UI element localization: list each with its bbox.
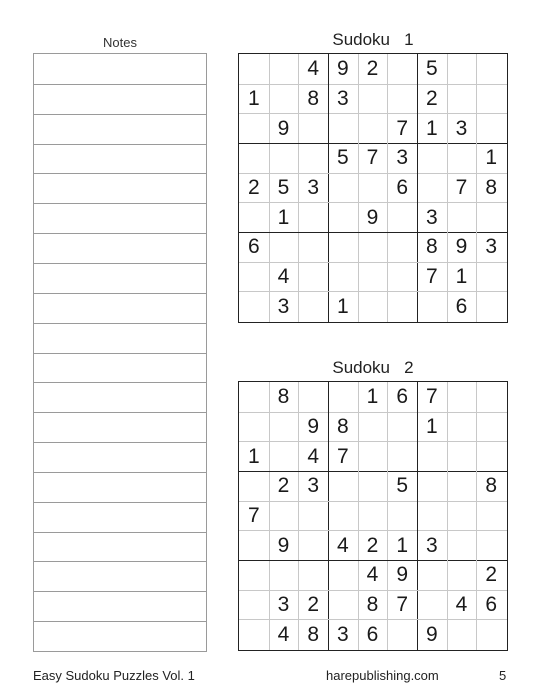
sudoku-cell: 5 bbox=[336, 146, 349, 170]
sudoku-cell bbox=[476, 84, 506, 114]
sudoku-cell bbox=[328, 262, 358, 292]
sudoku-cell bbox=[447, 143, 477, 173]
sudoku-cell: 7 bbox=[247, 503, 260, 527]
sudoku-cell bbox=[358, 84, 388, 114]
sudoku-cell bbox=[417, 173, 447, 203]
sudoku-cell bbox=[328, 560, 358, 590]
footer-book-title: Easy Sudoku Puzzles Vol. 1 bbox=[33, 668, 195, 683]
sudoku-cell: 1 bbox=[425, 116, 438, 140]
sudoku-cell bbox=[328, 173, 358, 203]
sudoku-cell bbox=[476, 412, 506, 442]
sudoku-cell bbox=[387, 232, 417, 262]
sudoku-cell: 5 bbox=[277, 175, 290, 199]
sudoku-cell bbox=[358, 232, 388, 262]
notes-line bbox=[34, 203, 206, 204]
sudoku-cell: 9 bbox=[425, 622, 438, 646]
sudoku-cell bbox=[298, 202, 328, 232]
sudoku-cell bbox=[476, 113, 506, 143]
sudoku-cell bbox=[239, 382, 269, 412]
sudoku-cell bbox=[298, 232, 328, 262]
notes-line bbox=[34, 323, 206, 324]
sudoku-cell: 3 bbox=[307, 474, 319, 498]
sudoku-cell bbox=[298, 560, 328, 590]
sudoku-cell: 3 bbox=[396, 146, 408, 170]
sudoku-cell: 2 bbox=[277, 474, 290, 498]
sudoku-cell: 1 bbox=[366, 385, 379, 409]
sudoku-cell bbox=[447, 560, 477, 590]
sudoku-cell bbox=[239, 560, 269, 590]
sudoku-cell: 3 bbox=[277, 294, 290, 318]
sudoku-cell: 2 bbox=[247, 175, 260, 199]
sudoku-cell bbox=[417, 590, 447, 620]
sudoku-cell: 6 bbox=[485, 592, 497, 616]
sudoku-cell: 7 bbox=[396, 592, 408, 616]
sudoku-1-grid bbox=[238, 53, 508, 323]
sudoku-cell bbox=[298, 143, 328, 173]
sudoku-cell bbox=[476, 202, 506, 232]
sudoku-cell: 8 bbox=[307, 622, 319, 646]
sudoku-cell bbox=[328, 232, 358, 262]
sudoku-cell bbox=[447, 530, 477, 560]
sudoku-cell bbox=[239, 291, 269, 321]
sudoku-2-title: Sudoku 2 bbox=[332, 358, 414, 377]
sudoku-cell: 4 bbox=[336, 533, 349, 557]
sudoku-cell bbox=[328, 590, 358, 620]
sudoku-cell: 1 bbox=[396, 533, 408, 557]
footer-page-number: 5 bbox=[499, 668, 507, 683]
sudoku-cell: 2 bbox=[366, 533, 379, 557]
sudoku-cell bbox=[387, 54, 417, 84]
sudoku-cell bbox=[476, 530, 506, 560]
sudoku-cell: 3 bbox=[485, 235, 497, 259]
sudoku-cell bbox=[476, 501, 506, 531]
notes-title: Notes bbox=[103, 35, 137, 50]
sudoku-cell: 6 bbox=[396, 385, 408, 409]
sudoku-cell: 6 bbox=[247, 235, 260, 259]
notes-line bbox=[34, 532, 206, 533]
sudoku-cell bbox=[417, 143, 447, 173]
sudoku-cell bbox=[447, 84, 477, 114]
sudoku-cell bbox=[328, 471, 358, 501]
sudoku-cell bbox=[269, 501, 299, 531]
notes-line bbox=[34, 114, 206, 115]
sudoku-1-title: Sudoku 1 bbox=[332, 30, 414, 49]
sudoku-cell: 7 bbox=[425, 264, 438, 288]
sudoku-cell bbox=[417, 560, 447, 590]
sudoku-cell bbox=[239, 202, 269, 232]
sudoku-cell: 8 bbox=[485, 474, 497, 498]
sudoku-cell: 3 bbox=[336, 622, 349, 646]
sudoku-cell bbox=[387, 501, 417, 531]
sudoku-cell bbox=[447, 441, 477, 471]
notes-line bbox=[34, 233, 206, 234]
sudoku-cell: 1 bbox=[425, 414, 438, 438]
sudoku-cell bbox=[269, 232, 299, 262]
sudoku-cell: 9 bbox=[366, 205, 379, 229]
sudoku-cell bbox=[417, 441, 447, 471]
sudoku-cell bbox=[239, 113, 269, 143]
sudoku-cell: 3 bbox=[277, 592, 290, 616]
sudoku-cell bbox=[298, 291, 328, 321]
sudoku-cell bbox=[269, 54, 299, 84]
sudoku-cell bbox=[387, 84, 417, 114]
sudoku-cell bbox=[476, 54, 506, 84]
notes-line bbox=[34, 561, 206, 562]
sudoku-cell bbox=[298, 382, 328, 412]
sudoku-cell bbox=[387, 202, 417, 232]
notes-line bbox=[34, 353, 206, 354]
sudoku-cell bbox=[387, 262, 417, 292]
sudoku-cell: 3 bbox=[425, 533, 438, 557]
sudoku-cell bbox=[417, 501, 447, 531]
sudoku-cell: 6 bbox=[366, 622, 379, 646]
sudoku-cell bbox=[417, 471, 447, 501]
sudoku-cell bbox=[447, 412, 477, 442]
sudoku-cell bbox=[476, 262, 506, 292]
sudoku-cell: 3 bbox=[455, 116, 468, 140]
sudoku-cell: 4 bbox=[366, 563, 379, 587]
sudoku-cell: 9 bbox=[307, 414, 319, 438]
notes-line bbox=[34, 293, 206, 294]
sudoku-cell bbox=[358, 471, 388, 501]
sudoku-cell bbox=[447, 382, 477, 412]
sudoku-cell: 3 bbox=[307, 175, 319, 199]
sudoku-cell: 7 bbox=[396, 116, 408, 140]
sudoku-cell bbox=[298, 501, 328, 531]
sudoku-cell: 5 bbox=[425, 57, 438, 81]
sudoku-cell bbox=[298, 262, 328, 292]
sudoku-cell bbox=[387, 291, 417, 321]
sudoku-cell bbox=[269, 84, 299, 114]
sudoku-cell: 2 bbox=[366, 57, 379, 81]
sudoku-cell: 7 bbox=[425, 385, 438, 409]
sudoku-cell bbox=[447, 471, 477, 501]
notes-line bbox=[34, 621, 206, 622]
sudoku-cell: 1 bbox=[247, 86, 260, 110]
sudoku-cell bbox=[328, 382, 358, 412]
sudoku-cell: 9 bbox=[396, 563, 408, 587]
sudoku-cell: 6 bbox=[396, 175, 408, 199]
sudoku-cell: 8 bbox=[336, 414, 349, 438]
sudoku-cell: 8 bbox=[485, 175, 497, 199]
sudoku-cell bbox=[476, 291, 506, 321]
sudoku-cell bbox=[269, 412, 299, 442]
sudoku-cell: 8 bbox=[307, 86, 319, 110]
sudoku-cell: 2 bbox=[307, 592, 319, 616]
footer-website: harepublishing.com bbox=[326, 668, 439, 683]
sudoku-cell bbox=[358, 412, 388, 442]
notes-line bbox=[34, 263, 206, 264]
sudoku-cell: 9 bbox=[277, 116, 290, 140]
sudoku-cell: 3 bbox=[425, 205, 438, 229]
sudoku-cell: 8 bbox=[425, 235, 438, 259]
sudoku-cell bbox=[239, 471, 269, 501]
sudoku-cell bbox=[328, 501, 358, 531]
sudoku-cell: 5 bbox=[396, 474, 408, 498]
sudoku-cell: 8 bbox=[366, 592, 379, 616]
sudoku-cell: 9 bbox=[277, 533, 290, 557]
sudoku-cell bbox=[476, 441, 506, 471]
sudoku-cell bbox=[358, 441, 388, 471]
sudoku-cell: 3 bbox=[336, 86, 349, 110]
sudoku-cell bbox=[239, 590, 269, 620]
sudoku-cell: 7 bbox=[336, 444, 349, 468]
sudoku-cell: 1 bbox=[247, 444, 260, 468]
sudoku-cell: 2 bbox=[485, 563, 497, 587]
sudoku-cell bbox=[387, 441, 417, 471]
sudoku-cell bbox=[239, 619, 269, 649]
notes-line bbox=[34, 502, 206, 503]
sudoku-cell: 4 bbox=[277, 264, 290, 288]
sudoku-cell bbox=[476, 619, 506, 649]
sudoku-cell bbox=[239, 530, 269, 560]
notes-line bbox=[34, 472, 206, 473]
sudoku-cell: 9 bbox=[455, 235, 468, 259]
notes-line bbox=[34, 412, 206, 413]
sudoku-cell: 7 bbox=[366, 146, 379, 170]
sudoku-cell: 8 bbox=[277, 385, 290, 409]
notes-line bbox=[34, 591, 206, 592]
sudoku-cell bbox=[239, 412, 269, 442]
sudoku-cell: 1 bbox=[336, 294, 349, 318]
notes-line bbox=[34, 84, 206, 85]
sudoku-cell: 1 bbox=[455, 264, 468, 288]
sudoku-cell: 4 bbox=[307, 57, 319, 81]
notes-box bbox=[33, 53, 207, 652]
sudoku-cell bbox=[447, 202, 477, 232]
notes-line bbox=[34, 173, 206, 174]
sudoku-cell: 1 bbox=[277, 205, 290, 229]
sudoku-cell bbox=[269, 441, 299, 471]
sudoku-cell: 4 bbox=[455, 592, 468, 616]
sudoku-cell bbox=[298, 530, 328, 560]
sudoku-cell bbox=[269, 143, 299, 173]
sudoku-cell bbox=[358, 262, 388, 292]
sudoku-cell bbox=[358, 291, 388, 321]
sudoku-cell bbox=[328, 113, 358, 143]
notes-line bbox=[34, 382, 206, 383]
sudoku-cell bbox=[447, 54, 477, 84]
sudoku-cell bbox=[447, 619, 477, 649]
sudoku-cell bbox=[239, 143, 269, 173]
sudoku-cell: 4 bbox=[307, 444, 319, 468]
sudoku-cell bbox=[358, 501, 388, 531]
notes-line bbox=[34, 442, 206, 443]
sudoku-cell bbox=[298, 113, 328, 143]
sudoku-cell: 6 bbox=[455, 294, 468, 318]
sudoku-cell: 1 bbox=[485, 146, 497, 170]
sudoku-cell bbox=[358, 113, 388, 143]
sudoku-cell bbox=[476, 382, 506, 412]
sudoku-cell: 2 bbox=[425, 86, 438, 110]
sudoku-cell bbox=[269, 560, 299, 590]
notes-line bbox=[34, 144, 206, 145]
sudoku-cell: 4 bbox=[277, 622, 290, 646]
sudoku-cell bbox=[358, 173, 388, 203]
sudoku-2-grid bbox=[238, 381, 508, 651]
sudoku-cell bbox=[387, 619, 417, 649]
sudoku-cell: 7 bbox=[455, 175, 468, 199]
sudoku-cell bbox=[239, 54, 269, 84]
sudoku-cell bbox=[387, 412, 417, 442]
sudoku-cell bbox=[417, 291, 447, 321]
sudoku-cell: 9 bbox=[336, 57, 349, 81]
sudoku-cell bbox=[447, 501, 477, 531]
sudoku-cell bbox=[239, 262, 269, 292]
sudoku-cell bbox=[328, 202, 358, 232]
